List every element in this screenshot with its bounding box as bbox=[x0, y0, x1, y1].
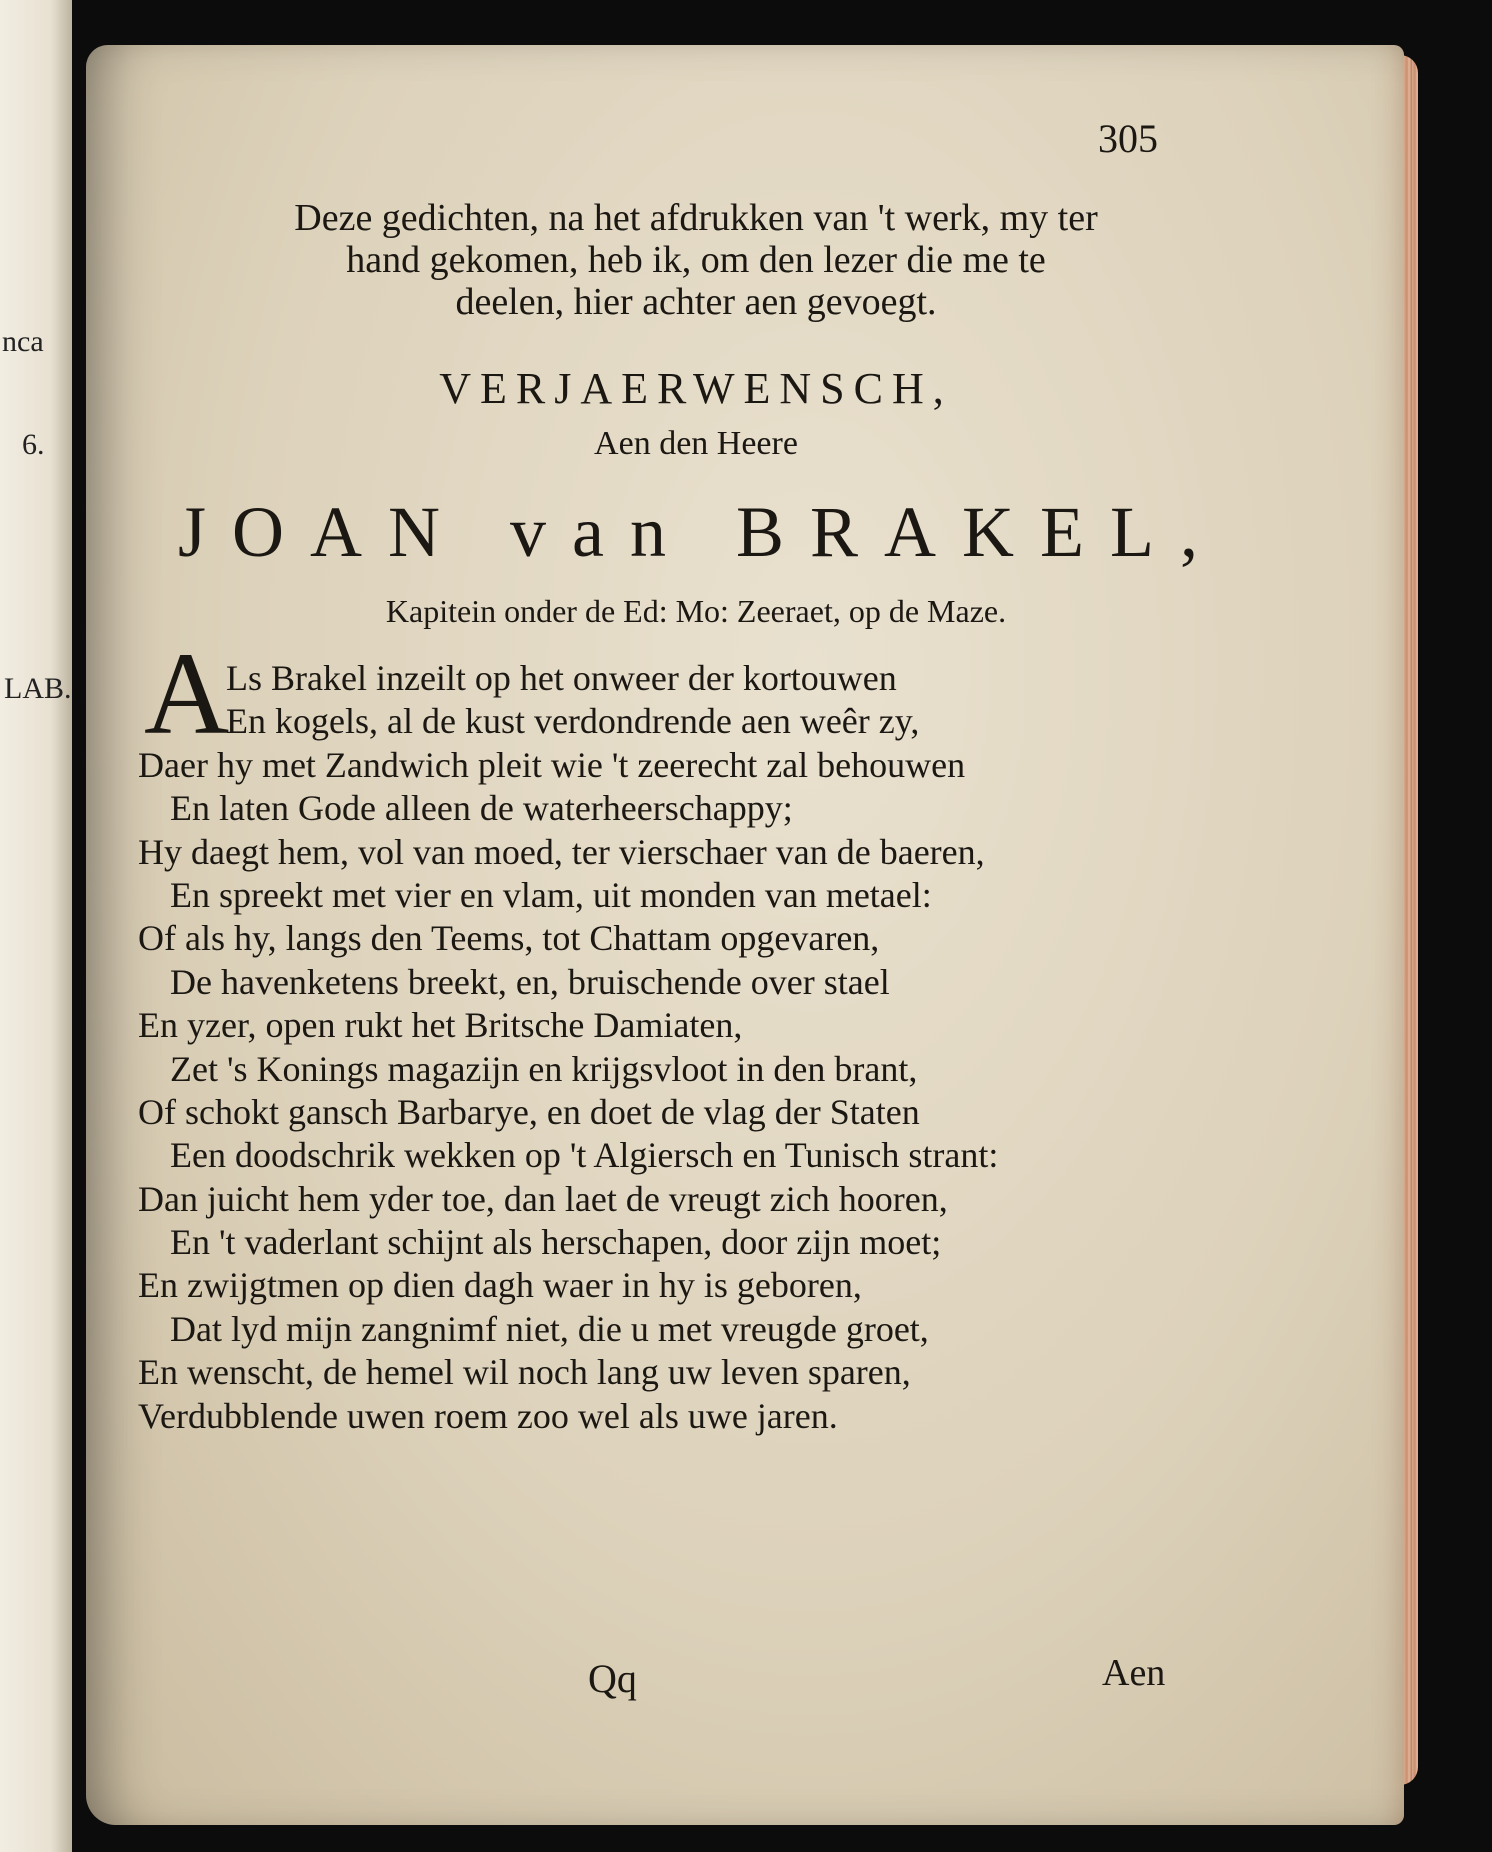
intro-line: hand gekomen, heb ik, om den lezer die me te bbox=[346, 239, 1046, 281]
facing-page-fragment: LAB. bbox=[4, 672, 72, 705]
poem-line: En spreekt met vier en vlam, uit monden van metael: bbox=[170, 874, 932, 915]
poem-line: Hy daegt hem, vol van moed, ter vierschaer van de baeren, bbox=[138, 831, 985, 872]
catchword: Aen bbox=[1102, 1652, 1166, 1694]
facing-page-edge bbox=[0, 0, 72, 1852]
poem-line: Dat lyd mijn zangnimf niet, die u met vreugde groet, bbox=[170, 1308, 929, 1349]
poem-line: En kogels, al de kust verdondrende aen weêr zy, bbox=[226, 701, 920, 742]
intro-note bbox=[156, 197, 1236, 323]
poem-title: VERJAERWENSCH, bbox=[439, 364, 953, 413]
poem-line: En wenscht, de hemel wil noch lang uw leven sparen, bbox=[138, 1352, 911, 1393]
honoree-rank: Kapitein onder de Ed: Mo: Zeeraet, op de Maze. bbox=[385, 593, 1007, 629]
facing-page-fragment: 6. bbox=[22, 428, 45, 461]
signature-mark: Qq bbox=[588, 1656, 637, 1701]
poem-line: Zet 's Konings magazijn en krijgsvloot in den brant, bbox=[170, 1048, 918, 1089]
poem-line: Een doodschrik wekken op 't Algiersch en Tunisch strant: bbox=[170, 1135, 999, 1176]
poem-line: Daer hy met Zandwich pleit wie 't zeerecht zal behouwen bbox=[138, 744, 966, 785]
poem-line: Of schokt gansch Barbarye, en doet de vlag der Staten bbox=[138, 1091, 920, 1132]
page-number: 305 bbox=[1098, 116, 1158, 161]
facing-page-fragment: nca bbox=[2, 325, 44, 358]
dedication-line: Aen den Heere bbox=[594, 425, 798, 462]
poem-line: En 't vaderlant schijnt als herschapen, door zijn moet; bbox=[170, 1222, 942, 1263]
poem-line: Ls Brakel inzeilt op het onweer der kortouwen bbox=[226, 658, 897, 698]
drop-cap-initial: A bbox=[144, 628, 230, 759]
poem-line: De havenketens breekt, en, bruischende over stael bbox=[170, 961, 890, 1002]
honoree-name: JOAN van BRAKEL, bbox=[178, 492, 1224, 572]
poem-line: En zwijgtmen op dien dagh waer in hy is geboren, bbox=[138, 1265, 862, 1306]
poem-body bbox=[138, 657, 1278, 1438]
poem-line: Of als hy, langs den Teems, tot Chattam opgevaren, bbox=[138, 918, 880, 959]
poem-line: Verdubblende uwen roem zoo wel als uwe jaren. bbox=[138, 1395, 838, 1436]
book-page bbox=[86, 45, 1404, 1825]
intro-line: Deze gedichten, na het afdrukken van 't werk, my ter bbox=[294, 197, 1098, 239]
poem-line: Dan juicht hem yder toe, dan laet de vreugt zich hooren, bbox=[138, 1178, 948, 1219]
poem-line: En yzer, open rukt het Britsche Damiaten, bbox=[138, 1005, 743, 1046]
poem-line: En laten Gode alleen de waterheerschappy; bbox=[170, 788, 793, 829]
intro-line: deelen, hier achter aen gevoegt. bbox=[455, 281, 937, 323]
